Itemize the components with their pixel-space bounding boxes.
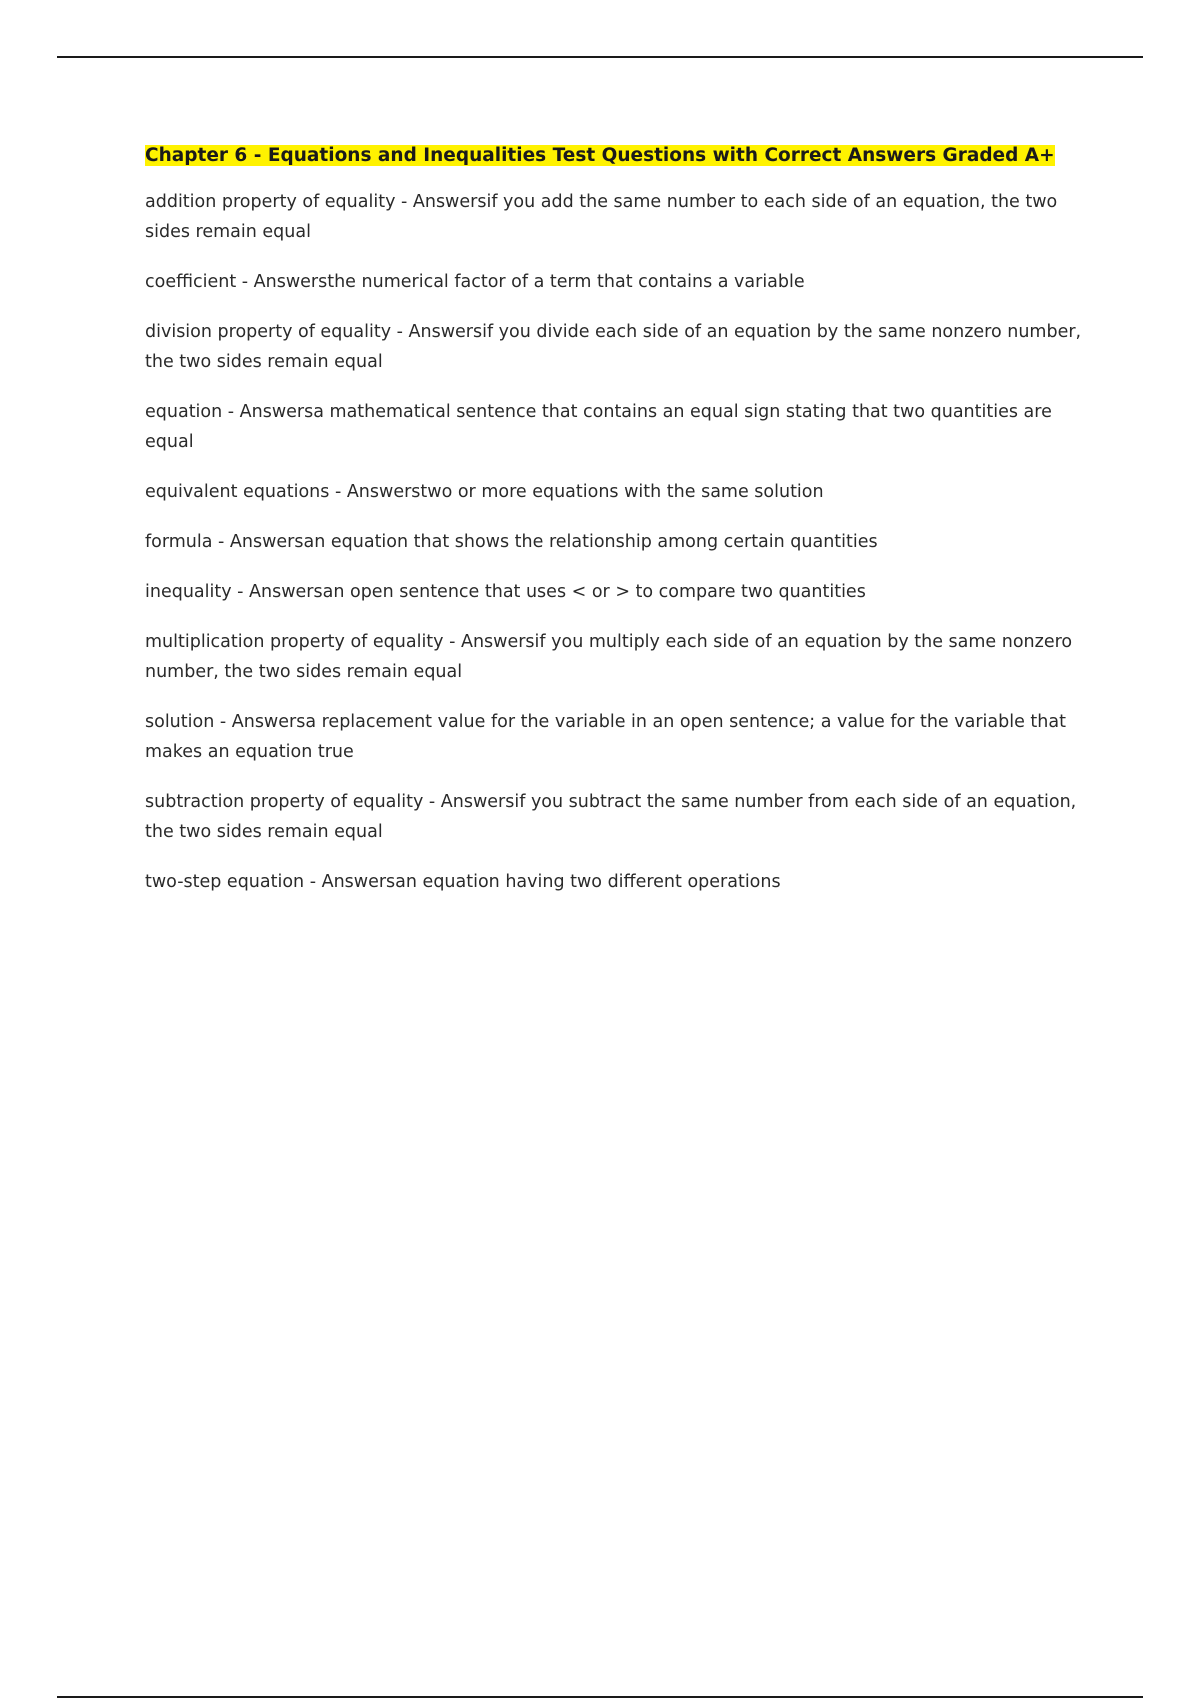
glossary-entry (145, 707, 1095, 767)
entry-separator: - Answers (231, 582, 323, 602)
entry-separator: - Answers (391, 322, 483, 342)
entry-separator: - Answers (443, 632, 535, 652)
glossary-entry (145, 627, 1095, 687)
entry-term: addition property of equality (145, 192, 396, 212)
entry-definition: if you add the same number to each side of an equation, the two sides remain equal (145, 192, 1058, 242)
entry-definition: if you subtract the same number from each side of an equation, the two sides remain equal (145, 792, 1077, 842)
document-title: Chapter 6 - Equations and Inequalities Test Questions with Correct Answers Graded A+ (145, 145, 1055, 166)
entry-definition: an equation having two different operations (395, 872, 781, 892)
entry-definition: if you divide each side of an equation by the same nonzero number, the two sides remain equal (145, 322, 1082, 372)
glossary-entry (145, 787, 1095, 847)
glossary-entry (145, 867, 1095, 897)
entry-separator: - Answers (222, 402, 314, 422)
document-content (145, 143, 1095, 917)
entry-definition: an open sentence that uses < or > to compare two quantities (322, 582, 866, 602)
entry-definition: if you multiply each side of an equation by the same nonzero number, the two sides remain equal (145, 632, 1073, 682)
entry-separator: - Answers (212, 532, 304, 552)
entry-term: division property of equality (145, 322, 392, 342)
entry-term: two-step equation (145, 872, 305, 892)
entry-term: subtraction property of equality (145, 792, 424, 812)
glossary-entry (145, 317, 1095, 377)
entry-term: multiplication property of equality (145, 632, 444, 652)
entry-term: equivalent equations (145, 482, 330, 502)
glossary-entry (145, 187, 1095, 247)
entry-term: coefficient (145, 272, 237, 292)
entry-definition: two or more equations with the same solution (420, 482, 824, 502)
entry-separator: - Answers (329, 482, 421, 502)
footer-rule (57, 1696, 1143, 1698)
glossary-entry (145, 527, 1095, 557)
entry-separator: - Answers (236, 272, 328, 292)
title-block (145, 143, 1095, 169)
glossary-entry (145, 577, 1095, 607)
header-rule (57, 56, 1143, 58)
entry-separator: - Answers (304, 872, 396, 892)
entry-definition: a mathematical sentence that contains an equal sign stating that two quantities are equal (145, 402, 1052, 452)
entry-separator: - Answers (395, 192, 487, 212)
entry-term: equation (145, 402, 223, 422)
entry-separator: - Answers (423, 792, 515, 812)
entry-term: formula (145, 532, 213, 552)
entry-separator: - Answers (214, 712, 306, 732)
glossary-entry (145, 477, 1095, 507)
glossary-entry (145, 397, 1095, 457)
entry-term: inequality (145, 582, 232, 602)
entry-definition: a replacement value for the variable in an open sentence; a value for the variable that makes an equation true (145, 712, 1066, 762)
entry-term: solution (145, 712, 215, 732)
glossary-entry (145, 267, 1095, 297)
entry-definition: an equation that shows the relationship among certain quantities (303, 532, 878, 552)
entry-definition: the numerical factor of a term that contains a variable (327, 272, 805, 292)
